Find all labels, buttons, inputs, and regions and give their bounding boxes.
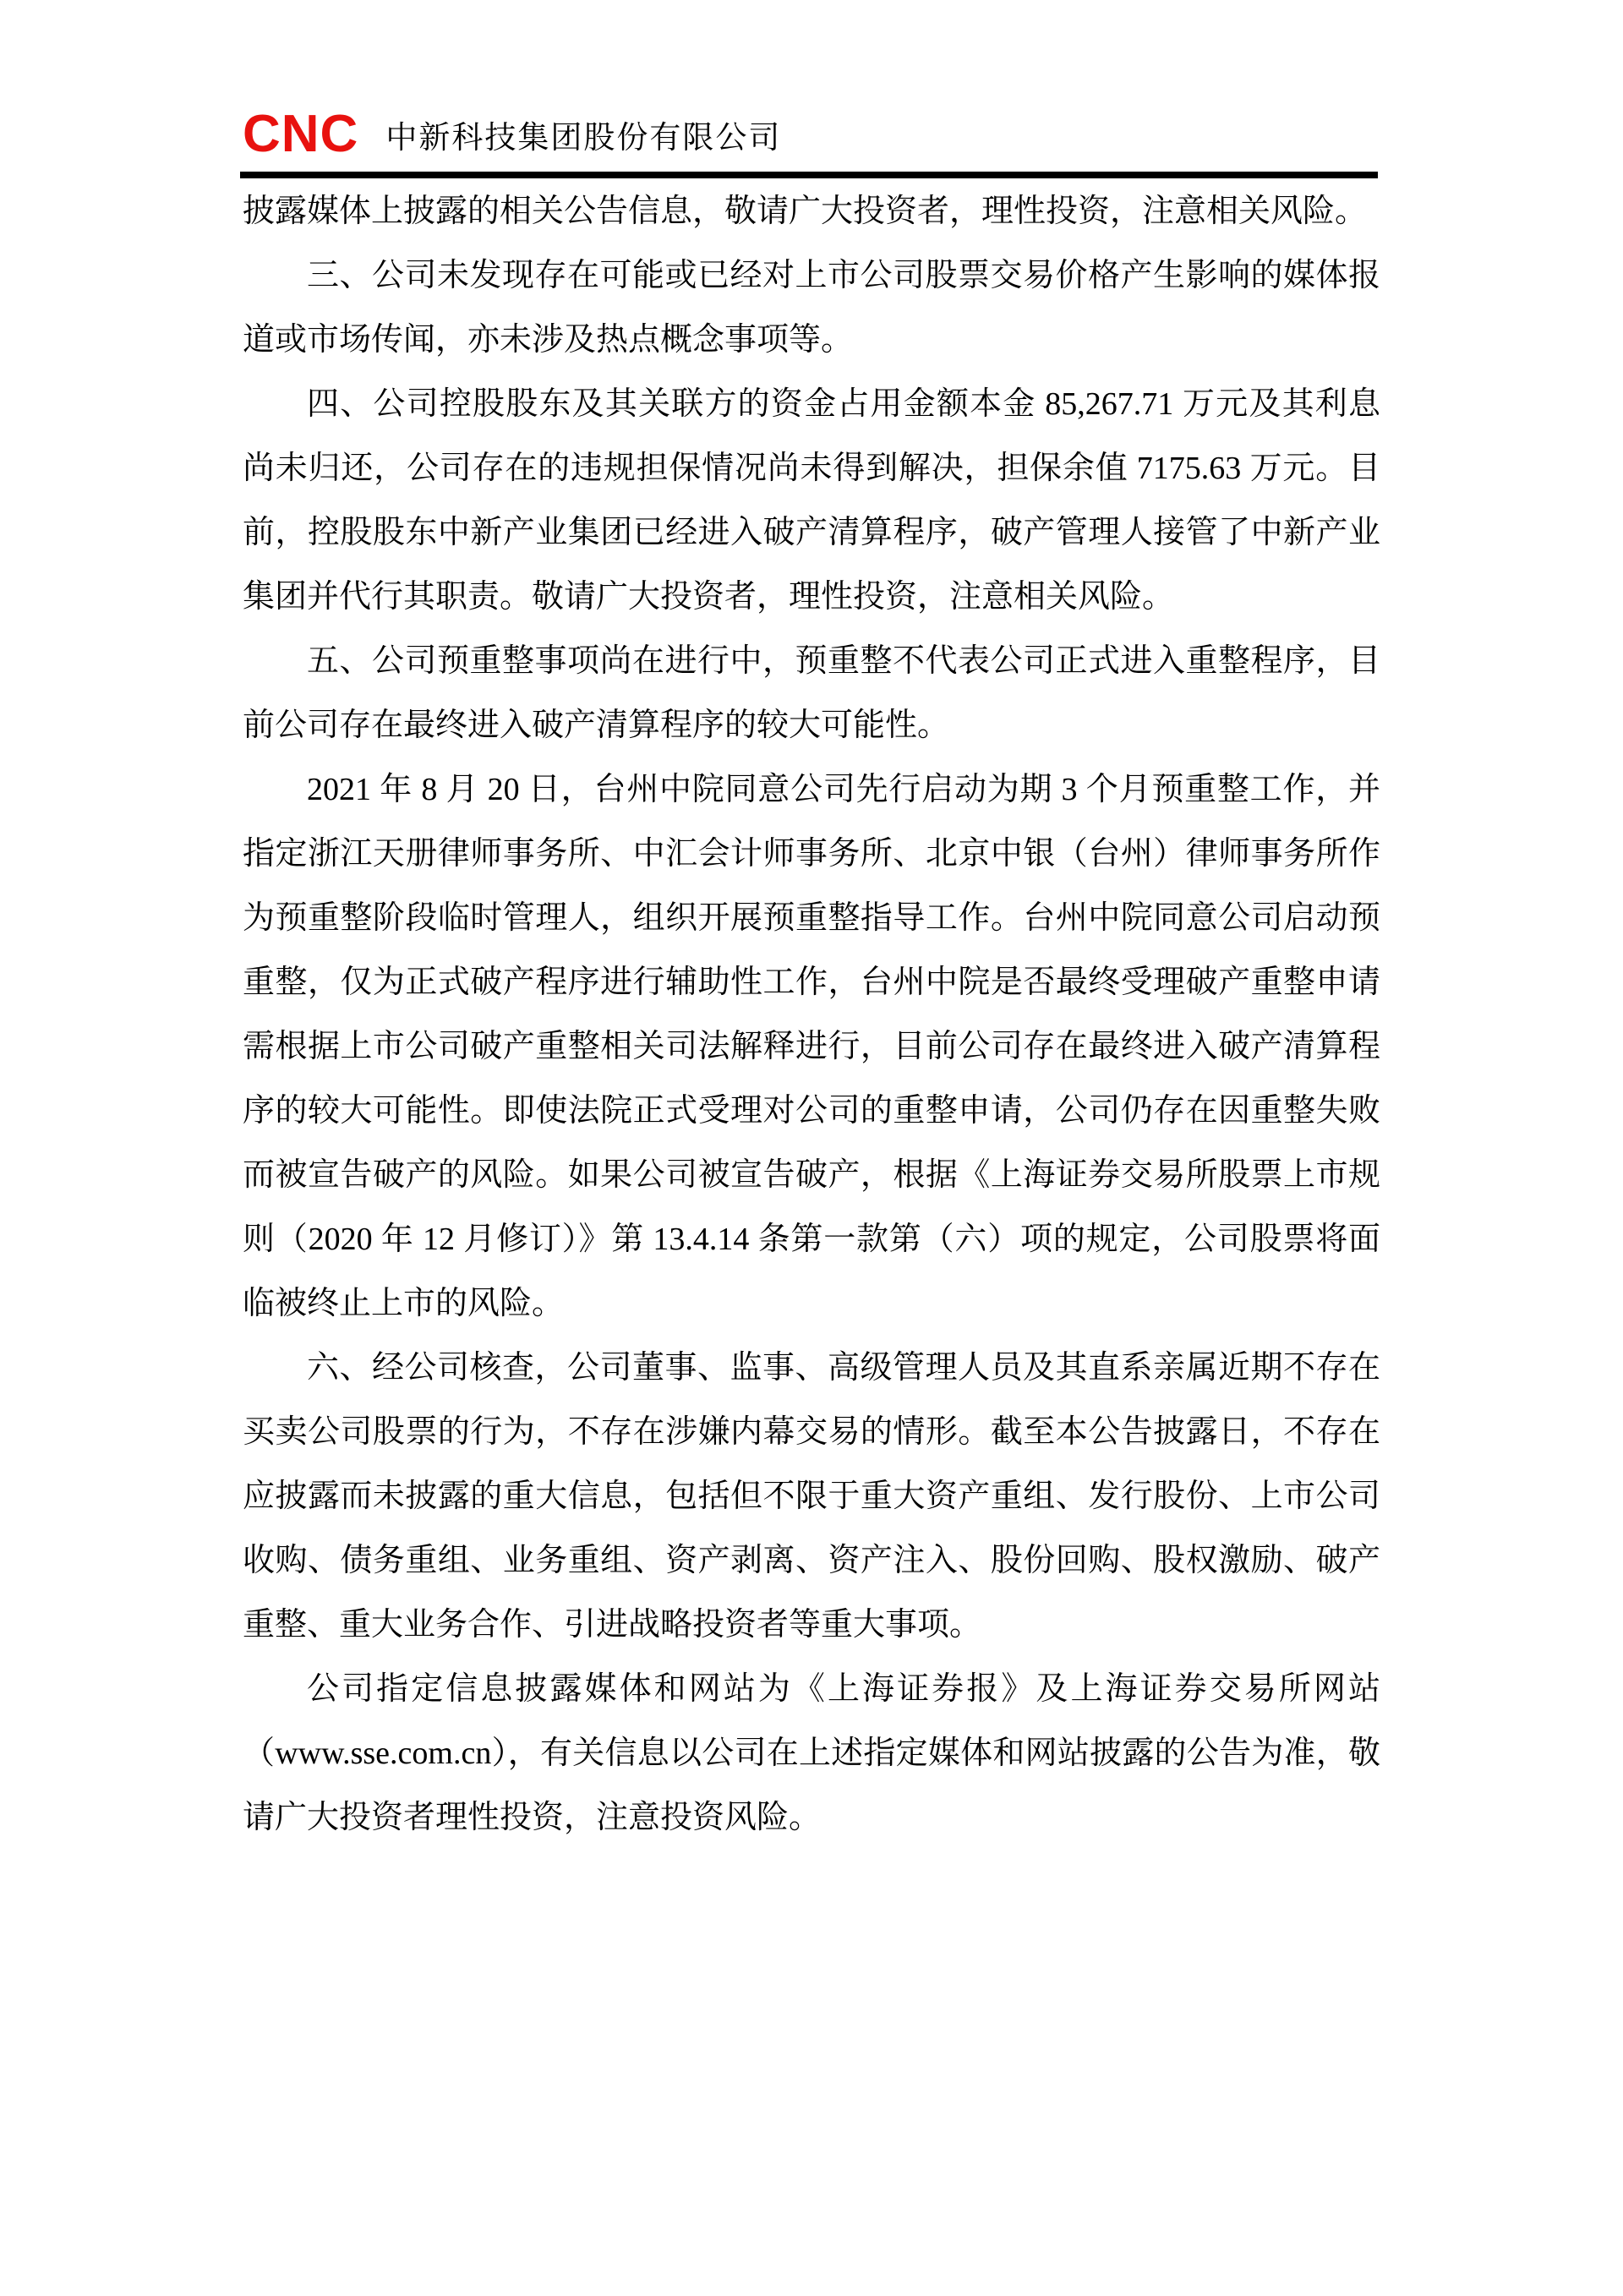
- company-logo: CNC: [243, 105, 359, 163]
- paragraph-item-4: 四、公司控股股东及其关联方的资金占用金额本金 85,267.71 万元及其利息尚未归还，公司存在的违规担保情况尚未得到解决，担保余值 7175.63 万元。目前，控股股东中新产业集团已经进入破产清算程序，破产管理人接管了中新产业集团并代行其职责。敬请广大投资者，理性投资，注意相关风险。: [243, 386, 1380, 615]
- header-divider: [240, 172, 1378, 178]
- paragraph-disclosure-media: 公司指定信息披露媒体和网站为《上海证券报》及上海证券交易所网站（www.sse.com.cn），有关信息以公司在上述指定媒体和网站披露的公告为准，敬请广大投资者理性投资，注意投资风险。: [243, 1671, 1380, 1835]
- paragraph-continuation: 披露媒体上披露的相关公告信息，敬请广大投资者，理性投资，注意相关风险。: [243, 194, 1368, 229]
- paragraph-item-5: 五、公司预重整事项尚在进行中，预重整不代表公司正式进入重整程序，目前公司存在最终进入破产清算程序的较大可能性。: [243, 643, 1380, 743]
- paragraph-item-3: 三、公司未发现存在可能或已经对上市公司股票交易价格产生影响的媒体报道或市场传闻，亦未涉及热点概念事项等。: [243, 258, 1380, 358]
- paragraph-item-6: 六、经公司核查，公司董事、监事、高级管理人员及其直系亲属近期不存在买卖公司股票的行为，不存在涉嫌内幕交易的情形。截至本公告披露日，不存在应披露而未披露的重大信息，包括但不限于重大资产重组、发行股份、上市公司收购、债务重组、业务重组、资产剥离、资产注入、股份回购、股权激励、破产重整、重大业务合作、引进战略投资者等重大事项。: [243, 1350, 1380, 1643]
- company-name: 中新科技集团股份有限公司: [385, 121, 782, 156]
- document-header: [243, 105, 782, 163]
- paragraph-prerestructuring-detail: 2021 年 8 月 20 日，台州中院同意公司先行启动为期 3 个月预重整工作，并指定浙江天册律师事务所、中汇会计师事务所、北京中银（台州）律师事务所作为预重整阶段临时管理人，组织开展预重整指导工作。台州中院同意公司启动预重整，仅为正式破产程序进行辅助性工作，台州中院是否最终受理破产重整申请需根据上市公司破产重整相关司法解释进行，目前公司存在最终进入破产清算程序的较大可能性。即使法院正式受理对公司的重整申请，公司仍存在因重整失败而被宣告破产的风险。如果公司被宣告破产，根据《上海证券交易所股票上市规则（2020 年 12 月修订）》第 13.4.14 条第一款第（六）项的规定，公司股票将面临被终止上市的风险。: [243, 772, 1380, 1321]
- document-body: [243, 179, 1380, 1850]
